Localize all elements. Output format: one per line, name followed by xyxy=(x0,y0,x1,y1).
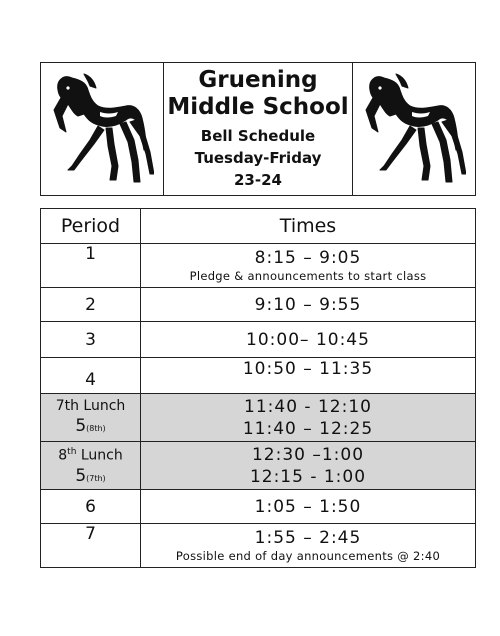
time-cell xyxy=(141,394,476,442)
table-row xyxy=(41,244,476,288)
table-row xyxy=(41,358,476,394)
lunch-period-cell xyxy=(41,442,141,490)
period-note: Pledge & announcements to start class xyxy=(189,269,427,283)
times-column-header: Times xyxy=(141,209,476,244)
period-cell: 6 xyxy=(41,490,141,524)
logo-cell-right xyxy=(352,63,475,195)
lunch-ordinal: 8 xyxy=(58,447,68,464)
time-range: 10:50 – 11:35 xyxy=(141,358,476,394)
period-cell: 2 xyxy=(41,288,141,322)
time-cell xyxy=(141,524,476,568)
title-block xyxy=(164,63,352,195)
lunch-word: Lunch xyxy=(76,447,123,464)
time-range: 11:40 – 12:25 xyxy=(242,418,374,439)
time-range: 9:10 – 9:55 xyxy=(141,288,476,322)
horse-logo-icon xyxy=(362,70,466,188)
table-row xyxy=(41,524,476,568)
time-range: 1:05 – 1:50 xyxy=(141,490,476,524)
period-cell: 7 xyxy=(41,524,141,568)
header-box xyxy=(40,62,476,196)
time-range: 1:55 – 2:45 xyxy=(254,528,362,548)
time-cell xyxy=(141,442,476,490)
time-range: 12:30 –1:00 xyxy=(251,444,365,465)
time-range: 11:40 - 12:10 xyxy=(244,396,372,417)
period-cell: 4 xyxy=(41,358,141,394)
table-row xyxy=(41,394,476,442)
table-row xyxy=(41,288,476,322)
lunch-label: 7th Lunch xyxy=(55,398,126,414)
period-cell: 3 xyxy=(41,322,141,358)
lunch-period-number: 5 xyxy=(75,465,87,486)
time-cell xyxy=(141,244,476,288)
period-column-header: Period xyxy=(41,209,141,244)
lunch-period-cell xyxy=(41,394,141,442)
time-range: 10:00– 10:45 xyxy=(141,322,476,358)
schedule-title: Bell Schedule xyxy=(200,127,316,145)
school-name-line1: Gruening xyxy=(198,67,318,93)
table-row xyxy=(41,442,476,490)
lunch-period-number: 5 xyxy=(75,416,87,436)
table-header-row xyxy=(41,209,476,244)
period-note: Possible end of day announcements @ 2:40 xyxy=(175,549,441,563)
horse-logo-icon xyxy=(50,70,154,188)
lunch-period-sub: (8th) xyxy=(86,424,106,433)
lunch-period-sub: (7th) xyxy=(86,473,106,483)
table-row xyxy=(41,490,476,524)
time-range: 8:15 – 9:05 xyxy=(254,248,362,268)
lunch-ordinal-suffix: th xyxy=(67,447,77,458)
table-row xyxy=(41,322,476,358)
period-cell: 1 xyxy=(41,244,141,288)
schedule-days: Tuesday-Friday xyxy=(194,149,322,167)
school-name-line2: Middle School xyxy=(167,94,349,120)
bell-schedule-table xyxy=(40,208,476,568)
time-range: 12:15 - 1:00 xyxy=(249,466,367,487)
logo-cell-left xyxy=(41,63,164,195)
school-year: 23-24 xyxy=(234,171,282,189)
